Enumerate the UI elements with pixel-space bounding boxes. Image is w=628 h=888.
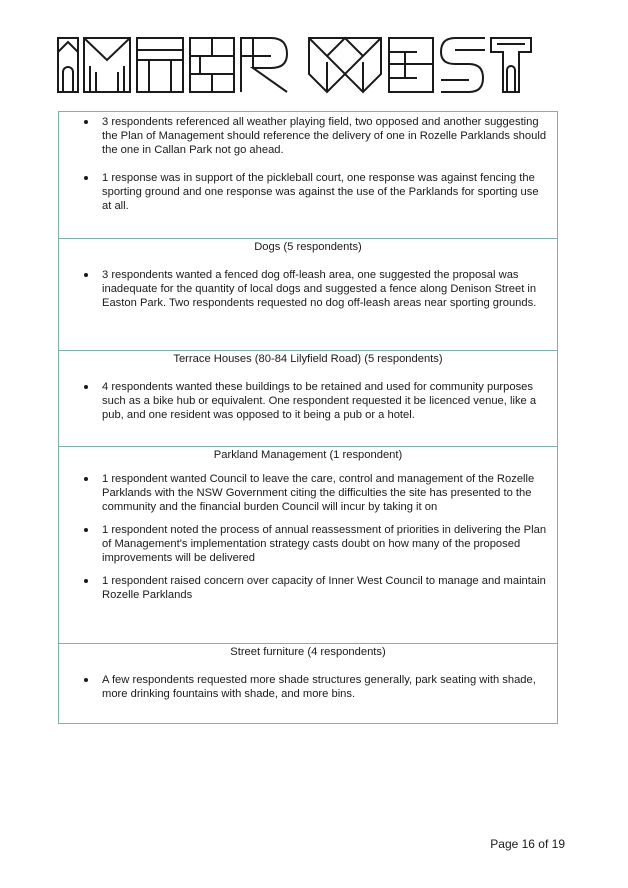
section-dogs bbox=[59, 238, 557, 350]
list-item: 3 respondents wanted a fenced dog off-leash area, one suggested the proposal was inadequate for the quantity of local dogs and suggested a fence along Denison Street in Easton Park. Two respondents requested no dog off-leash areas near sporting grounds. bbox=[59, 268, 557, 310]
section-street-furniture bbox=[59, 643, 557, 723]
list-item: 4 respondents wanted these buildings to be retained and used for community purposes such as a bike hub or equivalent. One respondent requested it be licenced venue, like a pub, and one resident was opposed to it being a pub or a hotel. bbox=[59, 380, 557, 422]
logo-letter-e bbox=[190, 38, 234, 92]
list-item: 3 respondents referenced all weather playing field, two opposed and another suggesting the Plan of Management should reference the delivery of one in Rozelle Parklands should the one in Callan Park not go ahead. bbox=[59, 115, 557, 157]
logo-letter-e2 bbox=[389, 38, 433, 92]
page-number: Page 16 of 19 bbox=[490, 837, 565, 851]
section-title: Dogs (5 respondents) bbox=[254, 241, 362, 253]
section-title: Terrace Houses (80-84 Lilyfield Road) (5 respondents) bbox=[173, 353, 443, 365]
list-item: 1 respondent wanted Council to leave the care, control and management of the Rozelle Parklands with the NSW Government citing the difficulties the site has presented to the community and the financial burden Council will incur by taking it on bbox=[59, 472, 557, 514]
logo-letter-i bbox=[58, 38, 78, 92]
logo-letter-w bbox=[309, 38, 381, 92]
list-item: 1 respondent raised concern over capacity of Inner West Council to manage and maintain Rozelle Parklands bbox=[59, 574, 557, 602]
section-parkland-management bbox=[59, 446, 557, 643]
logo-letter-t bbox=[491, 38, 531, 92]
logo-letter-s bbox=[441, 38, 485, 92]
section-title: Parkland Management (1 respondent) bbox=[213, 449, 403, 461]
feedback-table bbox=[58, 111, 558, 724]
list-item: 1 respondent noted the process of annual reassessment of priorities in delivering the Plan of Management's implementation strategy casts doubt on how many of the proposed improvements will be delivered bbox=[59, 523, 557, 565]
logo-letter-n1 bbox=[84, 38, 130, 92]
inner-west-logo bbox=[57, 30, 533, 100]
section-sporting bbox=[59, 112, 557, 238]
logo-letter-r bbox=[241, 38, 287, 92]
list-item: 1 response was in support of the pickleball court, one response was against fencing the sporting ground and one response was against the use of the Parklands for sporting use at all. bbox=[59, 171, 557, 213]
logo-letter-n2 bbox=[137, 38, 183, 92]
section-title: Street furniture (4 respondents) bbox=[230, 646, 386, 658]
section-terrace-houses bbox=[59, 350, 557, 446]
list-item: A few respondents requested more shade structures generally, park seating with shade, more drinking fountains with shade, and more bins. bbox=[59, 673, 557, 701]
